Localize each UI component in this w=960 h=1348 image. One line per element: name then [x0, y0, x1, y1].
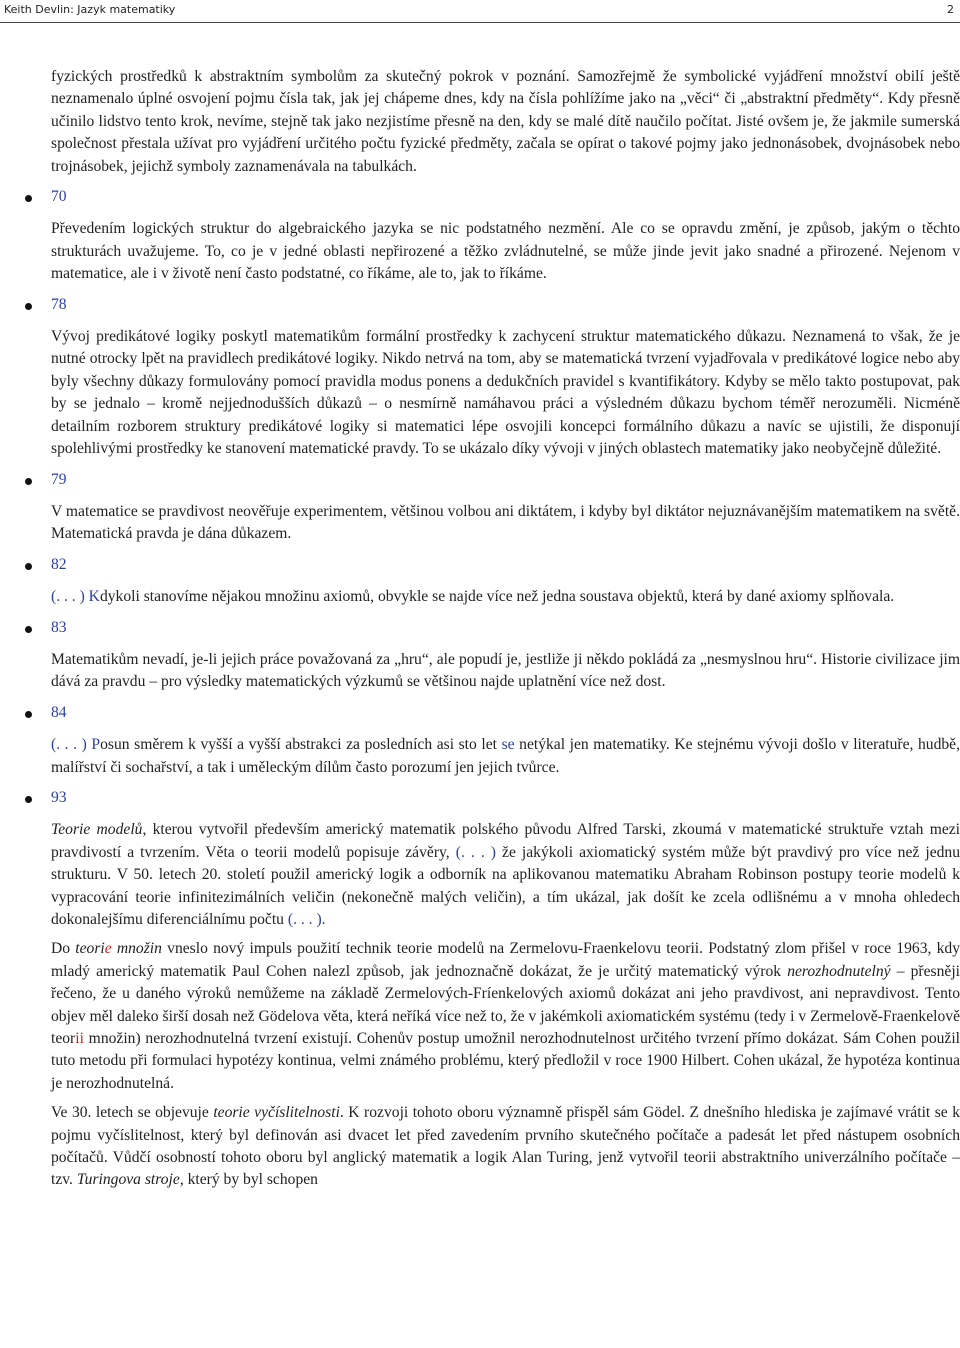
intro-paragraph: fyzických prostředků k abstraktním symbolům za skutečný pokrok v poznání. Samozřejmě že symbolické vyjádření množství obilí ještě neznamenalo úplné osvojení pojmu čísla tak, jak jej chápeme dnes, kdy na čísla pohlížíme jako na „věci“ či „abstraktní předměty“. Kdy přesně učinilo lidstvo tento krok, nevíme, stejně tak jako nezjistíme přesně na den, kdy se malé dítě naučilo počítat. Jisté ovšem je, že jakmile sumerská společnost přestala užívat pro vyjádření určitého počtu fyzické předměty, začala se opírat o takové pojmy jako jednonásobek, dvojnásobek nebo trojnásobek, jejichž symboly zaznamenávala na tabulkách.	[51, 68, 960, 175]
bullet-icon	[25, 478, 32, 485]
term-emphasis	[75, 940, 162, 957]
ellipsis-link[interactable]: (. . . ) P	[51, 736, 101, 754]
quote-text: Matematikům nevadí, je-li jejich práce považovaná za „hru“, ale popudí je, jestliže ji někdo pokládá za „nesmyslnou hru“. Historie civilizace jim dává za pravdu – pro výsledky matematických výzkumů se většinou najde uplatnění více než dost.	[51, 650, 960, 691]
quote-text-part: netýkal jen matematiky. Ke stejnému vývoji došlo v literatuře, hudbě, malířství či sochařství, a tak i uměleckým dílům často porozumí jen jejich tvůrce.	[51, 736, 960, 776]
highlight-run: ii	[75, 1030, 84, 1048]
highlight-run: e	[104, 940, 112, 958]
text-run: – přesněji řečeno, že u daného výroků nemůžeme na základě Zermelových-Fríenkelových axiomů dokázat ani jeho pravdivost, ani nepravdivost. Tento objev měl daleko širší dosah než Gödelova věta, která neříká více než to, že v jakémkoli axiomatickém systému (tedy i v Zermelově-Fraenkelově teor	[51, 962, 960, 1048]
quote-paragraph-3	[51, 1102, 960, 1192]
text-run: množin) nerozhodnutelná tvrzení existují. Cohenův postup umožnil nerozhodnutelnost určitého tvrzení přímo dokázat. Sám Cohen použil tuto metodu při formulaci hypotézy kontinua, velmi známého problému, který předložil v roce 1900 Hilbert. Cohen ukázal, že hypotéza kontinua je nerozhodnutelná.	[51, 1030, 960, 1092]
quote-number-link[interactable]: 70	[51, 188, 67, 206]
term-emphasis: Teorie modelů	[51, 821, 143, 839]
quote-text: V matematice se pravdivost neověřuje experimentem, většinou volbou ani diktátem, i kdyby byl diktátor nejuznávanějším matematikem na světě. Matematická pravda je dána důkazem.	[51, 502, 960, 543]
text-run: teori	[75, 940, 105, 958]
text-run: , kterou vytvořil především americký matematik polského původu Alfred Tarski, zkoumá v matematické struktuře vztah mezi pravdivostí a tvrzením. Věta o teorii modelů popisuje závěry,	[51, 821, 960, 861]
bullet-icon	[25, 303, 32, 310]
quote-text	[51, 734, 960, 779]
text-run: že jakýkoli axiomatický systém může být pravdivý pro více než jednu strukturu. V 50. letech 20. století použil americký logik a odborník na aplikovanou matematiku Abraham Robinson postupy teorie modelů k vypracování teorie infinitezimálních veličin (nekonečně malých veličin), a tím ukázal, jak došít ke zcela odlišnému a v mnoha ohledech dokonalejšímu diferenciálnímu počtu	[51, 843, 960, 928]
term-emphasis: Turingova stroje	[76, 1171, 180, 1189]
text-run: množin	[111, 940, 162, 958]
ellipsis-link[interactable]: (. . . )	[455, 843, 496, 861]
inline-link[interactable]: se	[501, 736, 515, 754]
quote-text-body: dykoli stanovíme nějakou množinu axiomů, obvykle se najde více než jedna soustava objektů, která by dané axiomy splňovala.	[99, 588, 895, 606]
quote-text	[51, 586, 960, 608]
page-header	[0, 0, 960, 23]
quote-paragraph-2	[51, 938, 960, 1095]
bullet-icon	[25, 711, 32, 718]
quote-item-70	[51, 186, 960, 286]
bullet-icon	[25, 796, 32, 803]
text-run: vneslo nový impuls použití technik teorie modelů na Zermelovu-Fraenkelovu teorii. Podstatný zlom přišel v roce 1963, kdy mladý americký matematik Paul Cohen nalezl způsob, jak jednoznačně dokázat, že je určitý matematický výrok	[51, 940, 960, 980]
quote-item-79	[51, 469, 960, 546]
quote-paragraph-1	[51, 819, 960, 931]
bullet-icon	[25, 563, 32, 570]
term-emphasis: teorie vyčíslitelnosti	[213, 1104, 340, 1122]
quote-text: Převedením logických struktur do algebraického jazyka se nic podstatného nezmění. Ale co se opravdu změní, je způsob, jakým o těchto strukturách uvažujeme. To, co je v jedné oblasti nepřirozené a těžko zvládnutelné, se může jinde jevit jako snadné a přirozené. Nejenom v matematice, ale i v životě není často podstatné, co říkáme, ale to, jak to říkáme.	[51, 220, 960, 283]
text-run: Ve 30. letech se objevuje	[51, 1104, 214, 1122]
quote-number-link[interactable]: 79	[51, 470, 67, 488]
quote-number-link[interactable]: 84	[51, 703, 67, 721]
quote-item-82	[51, 554, 960, 609]
page-number: 2	[947, 3, 954, 16]
quote-number-link[interactable]: 82	[51, 555, 67, 573]
quote-number-link[interactable]: 83	[51, 618, 67, 636]
text-run: , který by byl schopen	[179, 1171, 318, 1189]
quote-item-78	[51, 294, 960, 461]
quote-text-part: osun směrem k vyšší a vyšší abstrakci za posledních asi sto let	[100, 736, 502, 754]
quote-item-93	[51, 787, 960, 1192]
term-emphasis: nerozhodnutelný	[787, 962, 891, 980]
running-title: Keith Devlin: Jazyk matematiky	[4, 3, 176, 16]
page-content	[51, 66, 960, 1199]
text-run: . K rozvoji tohoto oboru významně přispěl sám Gödel. Z dnešního hlediska je zajímavé vrátit se k pojmu vyčíslitelnost, který byl definován asi dvacet let před zavedením prvního skutečného počítače a padesát let před nástupem osobních počítačů. Vůdčí osobností tohoto oboru byl anglický matematik a logik Alan Turing, jenž vytvořil teorii abstraktního univerzálního počítače – tzv.	[51, 1104, 960, 1189]
text-run: Do	[51, 940, 76, 958]
quote-number-link[interactable]: 78	[51, 295, 67, 313]
bullet-icon	[25, 626, 32, 633]
ellipsis-link[interactable]: (. . . ) K	[51, 588, 100, 606]
ellipsis-link[interactable]: (. . . ).	[287, 911, 326, 928]
bullet-icon	[25, 195, 32, 202]
quote-item-84	[51, 702, 960, 779]
quote-text: Vývoj predikátové logiky poskytl matematikům formální prostředky k zachycení struktur matematického důkazu. Neznamená to však, že je nutné otrocky lpět na pravidlech predikátové logiky. Nikdo netrvá na tom, aby se matematická tvrzení vyjadřovala v predikátové logice nebo aby byly všechny důkazy formulovány pomocí pravidla modus ponens a dedukčních pravidel s kvantifikátory. Kdyby se mělo takto postupovat, pak by se jednalo – kromě nejjednodušších důkazů – o nesmírně namáhavou práci a výsledném důkazu bychom téměř nerozuměli. Nicméně detailním rozborem struktury predikátové logiky si matematici lépe osvojili koncepci formálního důkazu a navíc se ujistili, že disponují spolehlivými prostředky ke stanovení matematické pravdy. To se ukázalo díky vývoji v jiných oblastech matematiky jako neobyčejně důležité.	[51, 328, 960, 458]
quote-number-link[interactable]: 93	[51, 788, 67, 806]
quote-item-83	[51, 617, 960, 694]
